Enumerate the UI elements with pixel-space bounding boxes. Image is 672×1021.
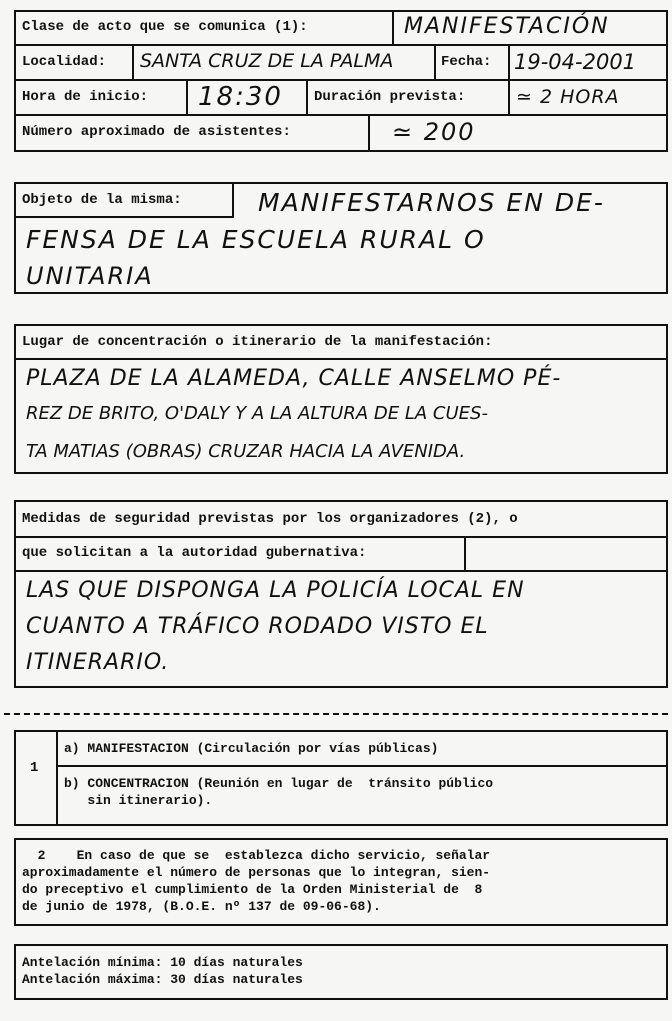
divider [56,765,668,767]
lugar-label: Lugar de concentración o itinerario de la manifestación: [22,334,493,350]
divider [508,44,510,80]
cut-line [4,713,668,715]
divider [132,44,134,80]
objeto-label: Objeto de la misma: [22,192,182,208]
fecha-label: Fecha: [441,54,492,70]
note-2-line-2: aproximadamente el número de personas que lo integran, sien- [22,865,491,880]
antelacion-max: Antelación máxima: 30 días naturales [22,972,303,987]
divider [434,44,436,80]
clase-label: Clase de acto que se comunica (1): [22,19,308,35]
medidas-label-1: Medidas de seguridad previstas por los organizadores (2), o [22,511,518,527]
medidas-label-2: que solicitan a la autoridad gubernativa: [22,545,367,561]
lugar-line-3: TA MATIAS (OBRAS) CRUZAR HACIA LA AVENIDA. [26,441,466,462]
note-1-b1: b) CONCENTRACION (Reunión en lugar de tránsito público [64,776,494,791]
divider [14,79,668,81]
divider [14,358,668,360]
objeto-line-2: FENSA DE LA ESCUELA RURAL O [26,225,486,254]
note-1-number: 1 [30,760,39,776]
divider [14,536,668,538]
divider [186,79,188,115]
asistentes-value: ≃ 200 [392,118,476,146]
medidas-line-3: ITINERARIO. [26,650,170,675]
duracion-label: Duración prevista: [314,89,466,105]
divider [14,570,668,572]
divider [14,44,668,46]
note-2-line-4: de junio de 1978, (B.O.E. nº 137 de 09-06-68). [22,899,381,914]
divider [14,216,234,218]
localidad-value: SANTA CRUZ DE LA PALMA [140,50,394,72]
objeto-line-3: UNITARIA [26,262,154,290]
divider [368,114,370,152]
divider [508,79,510,115]
fecha-value: 19-04-2001 [514,50,637,74]
hora-value: 18:30 [198,82,283,112]
lugar-line-1: PLAZA DE LA ALAMEDA, CALLE ANSELMO PÉ- [26,366,562,391]
medidas-line-1: LAS QUE DISPONGA LA POLICÍA LOCAL EN [26,578,525,603]
divider [14,114,668,116]
medidas-line-2: CUANTO A TRÁFICO RODADO VISTO EL [26,614,489,639]
divider [306,79,308,115]
note-1-b2: sin itinerario). [64,793,213,808]
note-2-line-3: do preceptivo el cumplimiento de la Orden Ministerial de 8 [22,882,483,897]
objeto-line-1: MANIFESTARNOS EN DE- [258,188,605,217]
divider [56,730,58,826]
localidad-label: Localidad: [22,54,107,70]
asistentes-label: Número aproximado de asistentes: [22,124,291,140]
antelacion-min: Antelación mínima: 10 días naturales [22,955,303,970]
divider [464,536,466,571]
lugar-line-2: REZ DE BRITO, O'DALY Y A LA ALTURA DE LA CUES- [26,403,488,424]
duracion-value: ≃ 2 HORA [516,86,620,108]
clase-value: MANIFESTACIÓN [404,14,610,39]
divider [392,10,394,45]
divider [232,182,234,217]
note-1-a: a) MANIFESTACION (Circulación por vías públicas) [64,741,439,756]
hora-label: Hora de inicio: [22,89,149,105]
note-2-line-1: 2 En caso de que se establezca dicho servicio, señalar [22,848,491,863]
